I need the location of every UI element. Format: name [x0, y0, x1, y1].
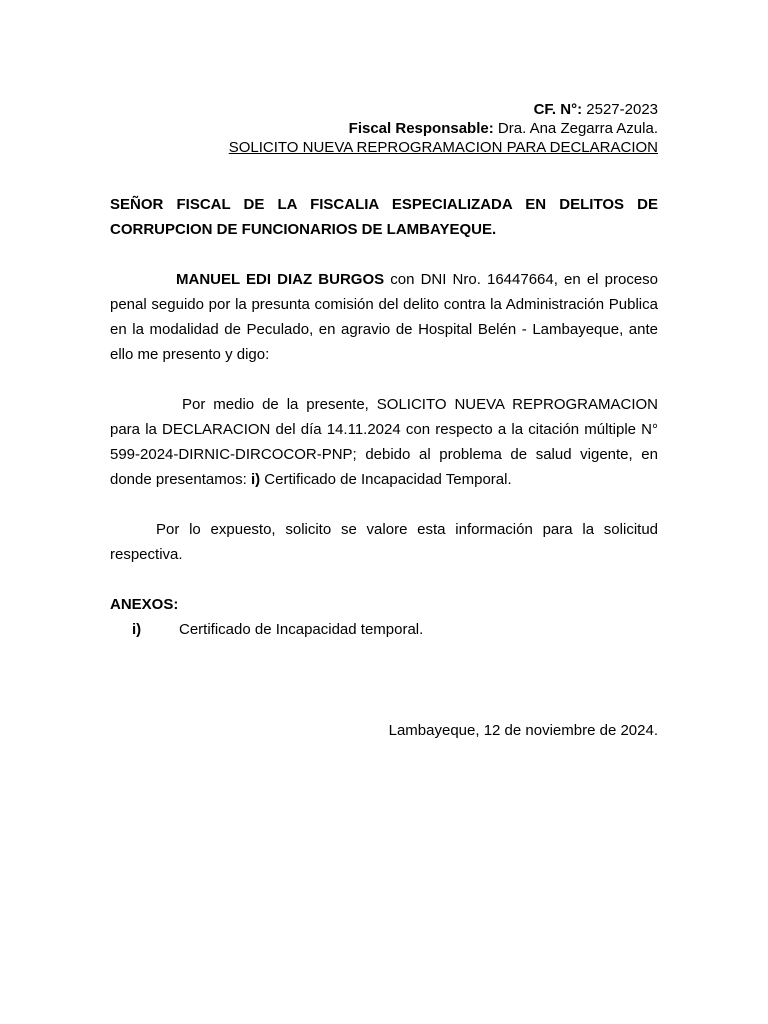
case-number-value: 2527-2023	[586, 101, 658, 118]
document-subject: SOLICITO NUEVA REPROGRAMACION PARA DECLARACION	[228, 139, 658, 156]
conclusion-paragraph: Por lo expuesto, solicito se valore esta información para la solicitud respectiva.	[110, 521, 658, 563]
request-item-marker: i)	[250, 471, 261, 488]
request-paragraph	[110, 392, 658, 492]
applicant-name: MANUEL EDI DIAZ BURGOS	[176, 271, 385, 288]
annex-item-marker: i)	[132, 621, 142, 638]
fiscal-line	[110, 119, 658, 138]
addressee: SEÑOR FISCAL DE LA FISCALIA ESPECIALIZADA EN DELITOS DE CORRUPCION DE FUNCIONARIOS DE LAMBAYEQUE.	[110, 196, 658, 238]
place-and-date: Lambayeque, 12 de noviembre de 2024.	[388, 722, 658, 739]
request-text: Por medio de la presente, SOLICITO NUEVA REPROGRAMACION para la DECLARACION del día 14.11.2024 con respecto a la citación múltiple N° 599-2024-DIRNIC-DIRCOCOR-PNP; debido al problema de salud vigente, en donde presentamos:	[110, 396, 658, 488]
intro-text: con DNI Nro. 16447664, en el proceso penal seguido por la presunta comisión del delito contra la Administración Publica en la modalidad de Peculado, en agravio de Hospital Belén - Lambayeque, ante ello me presento y digo:	[110, 271, 659, 363]
intro-paragraph	[110, 267, 658, 367]
fiscal-value: Dra. Ana Zegarra Azula.	[497, 120, 658, 137]
document-page	[110, 100, 658, 743]
fiscal-label: Fiscal Responsable:	[348, 120, 494, 137]
annexes-title: ANEXOS:	[110, 596, 179, 613]
case-number-label: CF. N°:	[533, 101, 583, 118]
annex-item-text: Certificado de Incapacidad temporal.	[179, 621, 424, 638]
annex-item	[110, 617, 658, 642]
document-header	[110, 100, 658, 157]
case-number-line	[110, 100, 658, 119]
request-item-text: Certificado de Incapacidad Temporal.	[260, 471, 512, 488]
